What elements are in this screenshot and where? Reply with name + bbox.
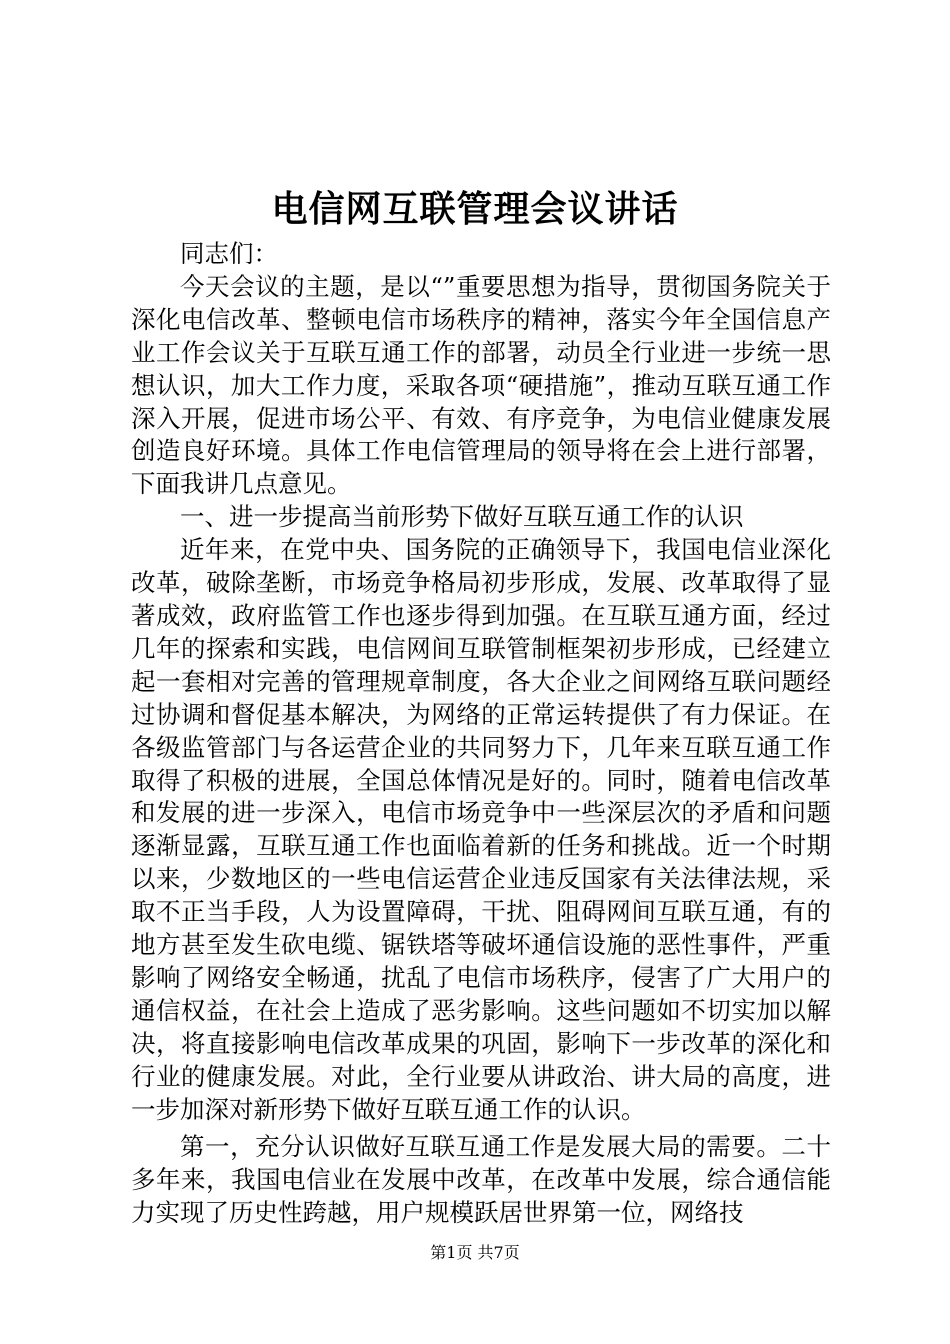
section-heading-1: 一、进一步提高当前形势下做好互联互通工作的认识: [180, 502, 744, 532]
page-footer: 第1页 共7页: [430, 1243, 520, 1262]
paragraph-point-1: 第一，充分认识做好互联互通工作是发展大局的需要。二十多年来，我国电信业在发展中改革，在改革中发展，综合通信能力实现了历史性跨越，用户规模跃居世界第一位，网络技: [131, 1132, 831, 1228]
document-body: [131, 238, 831, 1230]
paragraph-section-1: 近年来，在党中央、国务院的正确领导下，我国电信业深化改革，破除垄断，市场竞争格局初步形成，发展、改革取得了显著成效，政府监管工作也逐步得到加强。在互联互通方面，经过几年的探索和实践，电信网间互联管制框架初步形成，已经建立起一套相对完善的管理规章制度，各大企业之间网络互联问题经过协调和督促基本解决，为网络的正常运转提供了有力保证。在各级监管部门与各运营企业的共同努力下，几年来互联互通工作取得了积极的进展，全国总体情况是好的。同时，随着电信改革和发展的进一步深入，电信市场竞争中一些深层次的矛盾和问题逐渐显露，互联互通工作也面临着新的任务和挑战。近一个时期以来，少数地区的一些电信运营企业违反国家有关法律法规，采取不正当手段，人为设置障碍，干扰、阻碍网间互联互通，有的地方甚至发生砍电缆、锯铁塔等破坏通信设施的恶性事件，严重影响了网络安全畅通，扰乱了电信市场秩序，侵害了广大用户的通信权益，在社会上造成了恶劣影响。这些问题如不切实加以解决，将直接影响电信改革成果的巩固，影响下一步改革的深化和行业的健康发展。对此，全行业要从讲政治、讲大局的高度，进一步加深对新形势下做好互联互通工作的认识。: [131, 535, 831, 1124]
document-title: 电信网互联管理会议讲话: [271, 188, 679, 230]
paragraph-intro: 今天会议的主题，是以“”重要思想为指导，贯彻国务院关于深化电信改革、整顿电信市场秩序的精神，落实今年全国信息产业工作会议关于互联互通工作的部署，动员全行业进一步统一思想认识，加大工作力度，采取各项“硬措施”，推动互联互通工作深入开展，促进市场公平、有效、有序竞争，为电信业健康发展创造良好环境。具体工作电信管理局的领导将在会上进行部署，下面我讲几点意见。: [131, 271, 831, 499]
salutation: 同志们：: [180, 239, 278, 268]
